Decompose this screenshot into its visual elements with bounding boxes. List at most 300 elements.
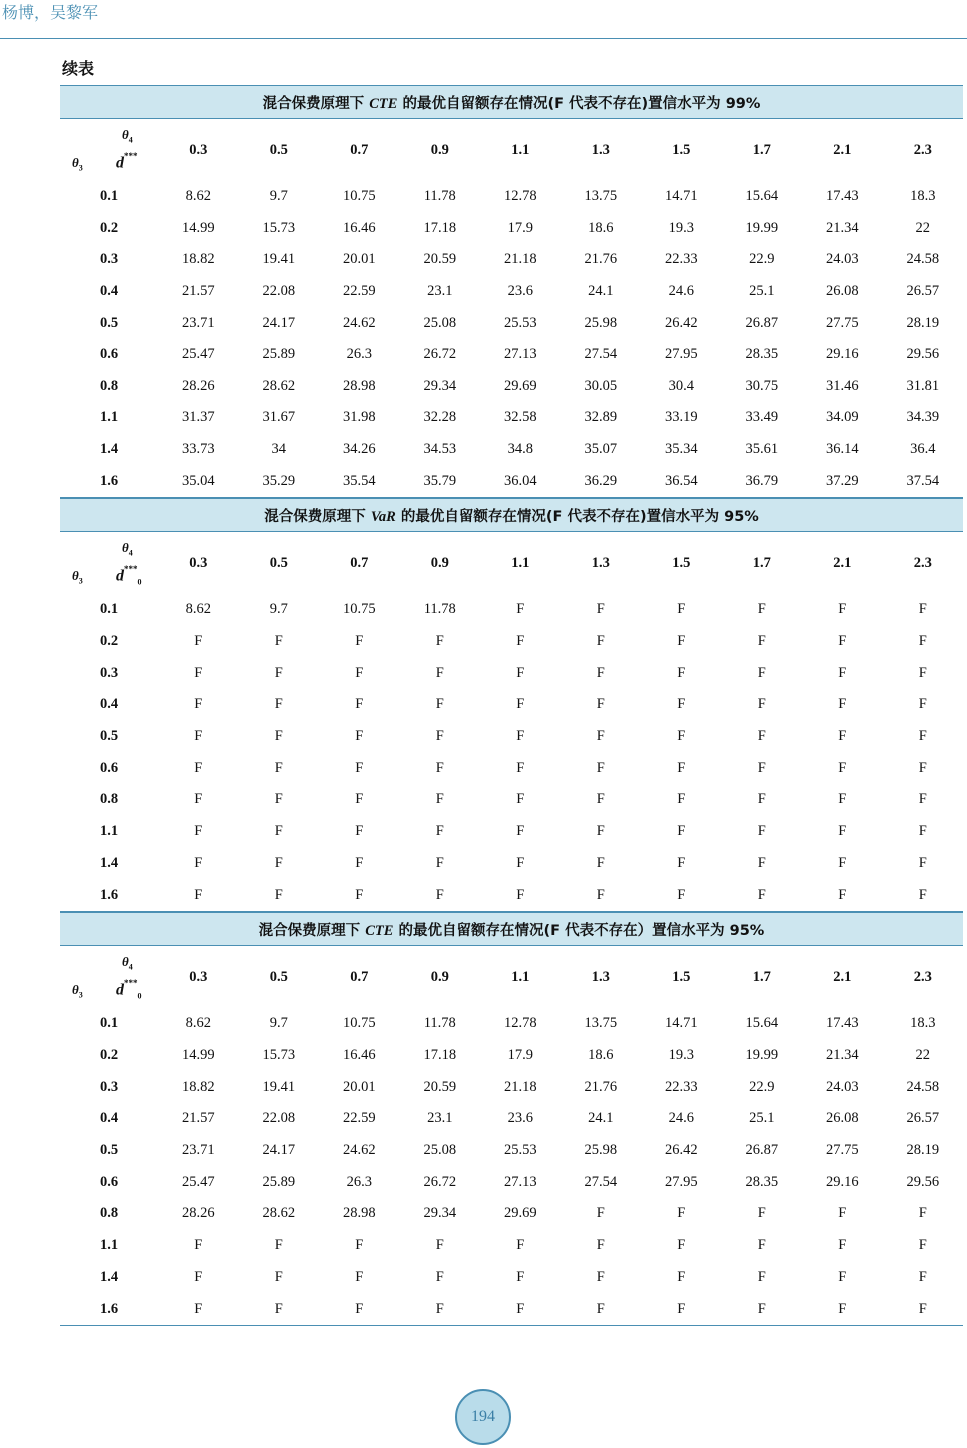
row-label: 1.4 (99, 441, 119, 458)
table-cell: 29.16 (825, 346, 859, 363)
table-row (60, 721, 963, 753)
row-label: 0.8 (99, 377, 119, 394)
table-row (60, 1230, 963, 1262)
table-cell: F (516, 664, 525, 681)
table-cell: F (239, 879, 320, 911)
table-cell: 35.34 (664, 441, 698, 458)
table-cell: F (677, 759, 686, 776)
table-cell: F (516, 728, 525, 745)
table-cell: F (757, 633, 766, 650)
table-cell: F (355, 1237, 364, 1254)
table-cell: F (274, 728, 283, 745)
table-cell: F (918, 791, 927, 808)
table-cell: F (194, 791, 203, 808)
table-cell: F (838, 1268, 847, 1285)
table-cell: 11.78 (423, 601, 456, 618)
risk-measure: CTE (369, 95, 398, 112)
table-cell: F (274, 823, 283, 840)
table-cell: 25.47 (181, 1173, 215, 1190)
table-title-row (60, 499, 963, 532)
column-header: 1.7 (752, 968, 771, 985)
d-variable-label: d*** (116, 151, 138, 172)
column-header: 2.1 (833, 554, 852, 571)
table-cell: 12.78 (503, 188, 537, 205)
table-cell: 27.95 (664, 346, 698, 363)
table-cell: 20.01 (342, 251, 376, 268)
table-title (60, 913, 963, 946)
corner-header (60, 532, 158, 594)
table-cell: F (319, 879, 400, 911)
table-cte-95 (60, 912, 963, 1326)
table-cell: 23.6 (507, 1110, 533, 1127)
table-cell: 19.99 (745, 1047, 779, 1064)
table-cell: F (355, 664, 364, 681)
row-label: 0.1 (99, 188, 119, 205)
row-label: 0.6 (99, 759, 119, 776)
table-cell: 25.53 (503, 314, 537, 331)
column-header-row (60, 946, 963, 1009)
table-cell: F (435, 664, 444, 681)
table-row (60, 1166, 963, 1198)
table-cell: 21.34 (825, 219, 859, 236)
column-header: 1.3 (591, 968, 610, 985)
table-cell: F (239, 1293, 320, 1325)
table-title-row (60, 913, 963, 946)
table-cell: 25.1 (749, 283, 775, 300)
table-cell: 15.64 (745, 1015, 779, 1032)
table-cell: F (677, 696, 686, 713)
table-cell: 17.43 (825, 1015, 859, 1032)
column-header: 2.3 (913, 141, 932, 158)
table-cell: 18.3 (910, 188, 936, 205)
page-number: 194 (455, 1389, 511, 1445)
table-cell: F (435, 728, 444, 745)
table-cell: F (677, 601, 686, 618)
column-header: 1.5 (672, 141, 691, 158)
row-label: 0.6 (99, 346, 119, 363)
table-cell: F (355, 1268, 364, 1285)
table-cell: 21.18 (503, 251, 537, 268)
table-cell: 17.18 (423, 219, 457, 236)
table-cell: 24.03 (825, 251, 859, 268)
table-cell: 27.13 (503, 346, 537, 363)
table-cell: 32.89 (584, 409, 618, 426)
table-cell: F (641, 1293, 722, 1325)
table-cell: 24.17 (262, 314, 296, 331)
table-row (60, 1198, 963, 1230)
table-cell: 28.62 (262, 1205, 296, 1222)
table-cell: 26.42 (664, 1142, 698, 1159)
table-cell: 24.58 (906, 1078, 940, 1095)
table-cell: F (480, 1293, 561, 1325)
table-cell: 37.29 (802, 465, 883, 497)
table-cell: 19.41 (262, 1078, 296, 1095)
table-cell: 21.57 (181, 1110, 215, 1127)
table-cte-99 (60, 85, 963, 498)
table-cell: F (838, 823, 847, 840)
table-cell: F (838, 696, 847, 713)
table-row (60, 752, 963, 784)
table-cell: F (274, 1268, 283, 1285)
table-cell: F (596, 728, 605, 745)
table-row (60, 816, 963, 848)
column-header: 0.9 (430, 554, 449, 571)
table-cell: 26.57 (906, 283, 940, 300)
table-cell: 23.1 (427, 1110, 453, 1127)
column-header: 0.3 (189, 554, 208, 571)
table-cell: F (194, 823, 203, 840)
theta3-label: $\theta_3$ (72, 568, 83, 586)
d-variable-label: $d^{***}_0$ (116, 564, 142, 587)
table-cell: 26.08 (825, 283, 859, 300)
table-cell: 26.3 (346, 1173, 372, 1190)
table-cell: 14.99 (181, 219, 215, 236)
column-header: 1.7 (752, 554, 771, 571)
table-cell: 32.28 (423, 409, 457, 426)
column-header: 0.7 (350, 141, 369, 158)
column-header: 2.3 (913, 968, 932, 985)
table-cell: 24.03 (825, 1078, 859, 1095)
table-cell: 25.08 (423, 314, 457, 331)
table-row (60, 626, 963, 658)
table-cell: F (918, 601, 927, 618)
table-cell: 31.46 (825, 377, 859, 394)
table-cell: F (400, 879, 481, 911)
table-cell: F (194, 728, 203, 745)
column-header: 0.5 (269, 968, 288, 985)
row-label: 1.4 (99, 854, 119, 871)
row-label: 0.4 (99, 283, 119, 300)
table-row (60, 1103, 963, 1135)
table-cell: 24.6 (668, 1110, 694, 1127)
table-cell: 22 (915, 1047, 930, 1064)
table-var-95 (60, 498, 963, 912)
table-cell: F (722, 879, 803, 911)
table-cell: F (883, 1293, 964, 1325)
table-cell: F (435, 696, 444, 713)
table-cell: F (838, 791, 847, 808)
row-label: 0.4 (99, 696, 119, 713)
table-cell: 35.61 (745, 441, 779, 458)
table-cell: F (194, 633, 203, 650)
table-cell: F (274, 854, 283, 871)
table-cell: 26.08 (825, 1110, 859, 1127)
table-cell: F (435, 633, 444, 650)
table-cell: F (435, 759, 444, 776)
theta4-label: $\theta_4$ (122, 954, 133, 972)
table-cell: F (516, 854, 525, 871)
table-cell: 21.76 (584, 251, 618, 268)
table-cell: 23.71 (181, 314, 215, 331)
table-cell: F (596, 601, 605, 618)
row-label: 0.5 (99, 314, 119, 331)
table-cell: F (596, 854, 605, 871)
d-variable-label: $d^{***}_0$ (116, 978, 142, 1001)
table-cell: F (516, 791, 525, 808)
table-cell: F (274, 664, 283, 681)
table-cell: 10.75 (342, 601, 376, 618)
table-cell: 25.08 (423, 1142, 457, 1159)
column-header: 1.1 (511, 141, 530, 158)
row-label: 0.6 (99, 1173, 119, 1190)
table-cell: 19.99 (745, 219, 779, 236)
row-label: 0.1 (99, 601, 119, 618)
table-row (60, 213, 963, 245)
table-cell: F (641, 879, 722, 911)
table-cell: 27.54 (584, 346, 618, 363)
table-title-suffix: 的最优自留额存在情况(F 代表不存在)置信水平为 99% (397, 95, 761, 112)
table-cell: F (838, 759, 847, 776)
table-row (60, 339, 963, 371)
table-cell: 28.19 (906, 1142, 940, 1159)
table-cell: 18.6 (588, 1047, 614, 1064)
table-cell: 36.54 (641, 465, 722, 497)
table-cell: 12.78 (503, 1015, 537, 1032)
table-cell: 33.19 (664, 409, 698, 426)
table-cell: F (516, 601, 525, 618)
table-cell: 21.76 (584, 1078, 618, 1095)
table-cell: 27.75 (825, 1142, 859, 1159)
column-header: 0.5 (269, 554, 288, 571)
table-cell: F (400, 1293, 481, 1325)
table-cell: F (561, 1293, 642, 1325)
table-row (60, 371, 963, 403)
row-label: 1.1 (99, 823, 119, 840)
table-cell: 26.57 (906, 1110, 940, 1127)
table-cell: 35.54 (319, 465, 400, 497)
table-cell: 18.82 (181, 251, 215, 268)
table-cell: F (355, 854, 364, 871)
table-cell: F (480, 879, 561, 911)
table-cell: F (274, 696, 283, 713)
table-cell: F (757, 696, 766, 713)
table-cell: 22.9 (749, 1078, 775, 1095)
table-cell: 31.37 (181, 409, 215, 426)
column-header: 1.1 (511, 968, 530, 985)
table-cell: 14.99 (181, 1047, 215, 1064)
table-cell: F (838, 728, 847, 745)
table-cell: F (757, 759, 766, 776)
table-row (60, 1135, 963, 1167)
table-cell: F (757, 791, 766, 808)
table-cell: F (918, 664, 927, 681)
risk-measure: VaR (370, 508, 396, 525)
table-row (60, 465, 963, 497)
table-cell: 24.62 (342, 314, 376, 331)
table-cell: 19.41 (262, 251, 296, 268)
column-header: 0.3 (189, 141, 208, 158)
column-header-row (60, 532, 963, 595)
table-cell: 28.26 (181, 377, 215, 394)
table-cell: 19.3 (668, 219, 694, 236)
table-cell: 8.62 (185, 188, 211, 205)
table-cell: F (677, 1237, 686, 1254)
risk-measure: CTE (365, 922, 394, 939)
table-cell: F (319, 1293, 400, 1325)
table-cell: 28.35 (745, 1173, 779, 1190)
table-cell: 34 (271, 441, 286, 458)
table-title (60, 86, 963, 119)
table-cell: F (516, 759, 525, 776)
table-cell: 30.75 (745, 377, 779, 394)
table-cell: F (596, 823, 605, 840)
table-cell: F (516, 696, 525, 713)
table-title-suffix: 的最优自留额存在情况(F 代表不存在）置信水平为 95% (393, 922, 765, 939)
table-cell: F (918, 696, 927, 713)
row-label: 1.1 (99, 409, 119, 426)
row-label: 0.1 (99, 1015, 119, 1032)
table-cell: 8.62 (185, 1015, 211, 1032)
table-cell: 26.72 (423, 346, 457, 363)
table-cell: F (918, 854, 927, 871)
table-cell: 36.14 (825, 441, 859, 458)
results-table (60, 912, 963, 1326)
table-row (60, 244, 963, 276)
table-cell: F (757, 823, 766, 840)
table-cell: F (677, 791, 686, 808)
table-cell: 20.59 (423, 251, 457, 268)
table-cell: F (355, 728, 364, 745)
table-cell: 25.98 (584, 1142, 618, 1159)
table-cell: 21.34 (825, 1047, 859, 1064)
row-label: 1.6 (60, 1293, 158, 1325)
table-cell: 10.75 (342, 188, 376, 205)
table-cell: 34.26 (342, 441, 376, 458)
table-cell: F (757, 854, 766, 871)
table-cell: 15.73 (262, 219, 296, 236)
table-cell: F (757, 1237, 766, 1254)
table-cell: 24.58 (906, 251, 940, 268)
table-cell: 27.54 (584, 1173, 618, 1190)
table-cell: F (677, 728, 686, 745)
table-cell: 35.79 (400, 465, 481, 497)
column-header: 1.7 (752, 141, 771, 158)
table-cell: 22.9 (749, 251, 775, 268)
table-cell: F (757, 728, 766, 745)
table-cell: F (158, 879, 239, 911)
table-cell: 17.9 (507, 1047, 533, 1064)
table-cell: 8.62 (185, 601, 211, 618)
table-cell: 24.1 (588, 283, 614, 300)
table-cell: 18.6 (588, 219, 614, 236)
table-cell: 25.89 (262, 1173, 296, 1190)
table-row (60, 181, 963, 213)
theta4-label: $\theta_4$ (122, 540, 133, 558)
table-cell: 33.49 (745, 409, 779, 426)
table-cell: F (677, 854, 686, 871)
table-cell: F (918, 759, 927, 776)
table-cell: 34.53 (423, 441, 457, 458)
table-title-prefix: 混合保费原理下 (258, 922, 366, 939)
table-cell: 28.35 (745, 346, 779, 363)
table-row (60, 879, 963, 911)
table-cell: F (435, 823, 444, 840)
column-header: 1.1 (511, 554, 530, 571)
table-row (60, 1040, 963, 1072)
table-row (60, 657, 963, 689)
table-cell: F (355, 696, 364, 713)
row-label: 0.4 (99, 1110, 119, 1127)
table-cell: F (722, 1293, 803, 1325)
table-row (60, 402, 963, 434)
table-cell: F (596, 664, 605, 681)
table-row (60, 276, 963, 308)
table-cell: F (435, 854, 444, 871)
table-cell: 15.73 (262, 1047, 296, 1064)
table-cell: F (596, 696, 605, 713)
table-cell: 33.73 (181, 441, 215, 458)
table-cell: F (918, 823, 927, 840)
table-cell: 26.87 (745, 314, 779, 331)
table-cell: 26.72 (423, 1173, 457, 1190)
table-cell: 20.01 (342, 1078, 376, 1095)
row-label: 0.3 (99, 664, 119, 681)
table-cell: F (802, 1293, 883, 1325)
table-cell: 24.1 (588, 1110, 614, 1127)
results-table (60, 85, 963, 498)
table-cell: 22.08 (262, 283, 296, 300)
table-cell: 37.54 (883, 465, 964, 497)
table-cell: 29.69 (503, 377, 537, 394)
table-cell: 25.98 (584, 314, 618, 331)
table-cell: F (194, 854, 203, 871)
table-cell: 13.75 (584, 1015, 618, 1032)
row-label: 0.2 (99, 219, 119, 236)
table-cell: F (516, 633, 525, 650)
table-row (60, 1071, 963, 1103)
table-cell: F (918, 728, 927, 745)
table-cell: F (355, 791, 364, 808)
column-header: 2.1 (833, 968, 852, 985)
table-cell: 22.59 (342, 1110, 376, 1127)
table-cell: 18.82 (181, 1078, 215, 1095)
table-cell: 9.7 (269, 1015, 288, 1032)
table-cell: F (596, 633, 605, 650)
table-cell: F (883, 879, 964, 911)
table-cell: F (194, 664, 203, 681)
table-cell: F (596, 1268, 605, 1285)
table-cell: F (677, 664, 686, 681)
table-cell: 22 (915, 219, 931, 236)
row-label: 1.4 (99, 1268, 119, 1285)
table-cell: 25.47 (181, 346, 215, 363)
table-cell: F (838, 633, 847, 650)
table-cell: F (596, 1205, 605, 1222)
table-cell: 36.79 (722, 465, 803, 497)
table-cell: F (435, 791, 444, 808)
table-cell: F (757, 664, 766, 681)
table-cell: 30.05 (584, 377, 618, 394)
table-row (60, 594, 963, 626)
table-cell: 21.57 (181, 283, 215, 300)
table-cell: F (194, 759, 203, 776)
table-cell: 29.16 (825, 1173, 859, 1190)
table-cell: 24.62 (342, 1142, 376, 1159)
table-cell: 17.43 (825, 188, 859, 205)
table-cell: F (677, 823, 686, 840)
table-cell: F (516, 1237, 525, 1254)
corner-header (60, 946, 158, 1008)
row-label: 0.3 (99, 251, 119, 268)
table-cell: 34.39 (906, 409, 940, 426)
column-header: 0.9 (430, 968, 449, 985)
table-cell: 29.34 (423, 1205, 457, 1222)
table-cell: 23.71 (181, 1142, 215, 1159)
table-cell: 36.29 (561, 465, 642, 497)
table-cell: F (561, 879, 642, 911)
table-row (60, 434, 963, 466)
table-cell: 28.62 (262, 377, 296, 394)
